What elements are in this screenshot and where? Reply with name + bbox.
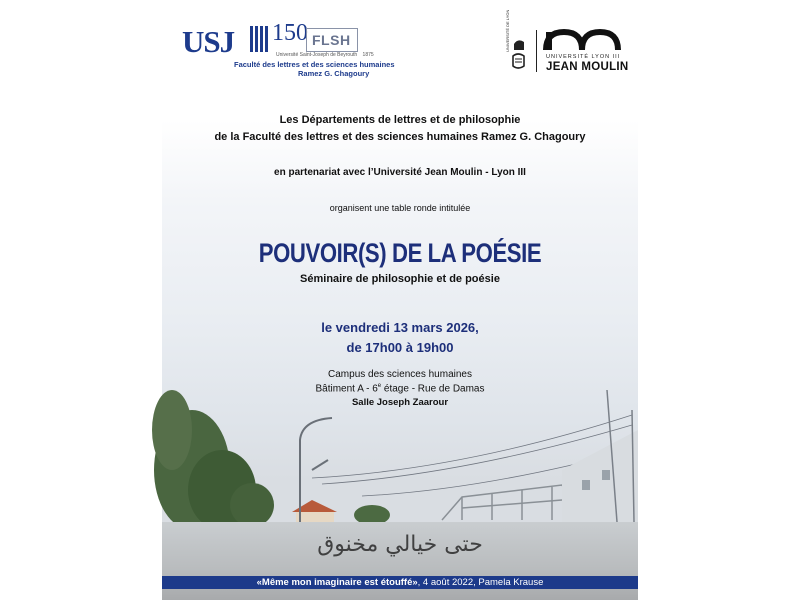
lyon-vertical-text: UNIVERSITÉ DE LYON	[505, 9, 510, 52]
caption-credit: , 4 août 2022, Pamela Krause	[417, 577, 544, 588]
event-date: le vendredi 13 mars 2026,	[321, 320, 479, 335]
usj-anniversary-mark: 150	[272, 20, 308, 46]
event-title: POUVOIR(S) DE LA POÉSIE	[258, 238, 542, 268]
usj-university-name: Université Saint-Joseph de Beyrouth 1875	[276, 52, 374, 58]
usj-flsh-logo	[182, 18, 395, 80]
usj-pillars-icon	[250, 26, 270, 52]
lyon-lion-icon	[505, 9, 530, 70]
venue-room: Salle Joseph Zaarour	[351, 397, 449, 408]
arabic-graffiti: حتى خيالي مخنوق	[317, 532, 483, 557]
venue-campus: Campus des sciences humaines	[328, 369, 472, 380]
caption-quote: «Même mon imaginaire est étouffé»	[256, 577, 418, 588]
usj-wordmark: USJ	[182, 24, 235, 59]
venue-building: Bâtiment A - 6e étage - Rue de Damas	[315, 383, 485, 395]
partnership-line: en partenariat avec l’Université Jean Moulin - Lyon III	[274, 167, 526, 178]
building-right	[562, 390, 638, 522]
departments-line2: de la Faculté des lettres et des sciences humaines Ramez G. Chagoury	[214, 131, 586, 143]
event-poster	[162, 0, 638, 600]
trees	[152, 390, 390, 530]
event-time: de 17h00 à 19h00	[346, 340, 454, 355]
lyon-subtitle: UNIVERSITÉ LYON III	[546, 54, 621, 60]
lyon-name: JEAN MOULIN	[546, 61, 629, 73]
faculty-name-line2: Ramez G. Chagoury	[298, 69, 370, 78]
photo-caption	[162, 576, 638, 589]
jean-moulin-logo	[505, 9, 629, 78]
flsh-label: FLSH	[312, 32, 351, 48]
jean-moulin-arches-icon	[544, 28, 620, 52]
organise-line: organisent une table ronde intitulée	[329, 203, 471, 213]
usj-year: 1875	[362, 52, 374, 58]
faculty-name-line1: Faculté des lettres et des sciences humaines	[234, 60, 395, 69]
logo-divider	[536, 30, 537, 72]
metal-structure	[442, 485, 582, 520]
event-subtitle: Séminaire de philosophie et de poésie	[300, 273, 500, 285]
flsh-badge	[306, 28, 358, 52]
departments-line1: Les Départements de lettres et de philosophie	[279, 114, 521, 126]
